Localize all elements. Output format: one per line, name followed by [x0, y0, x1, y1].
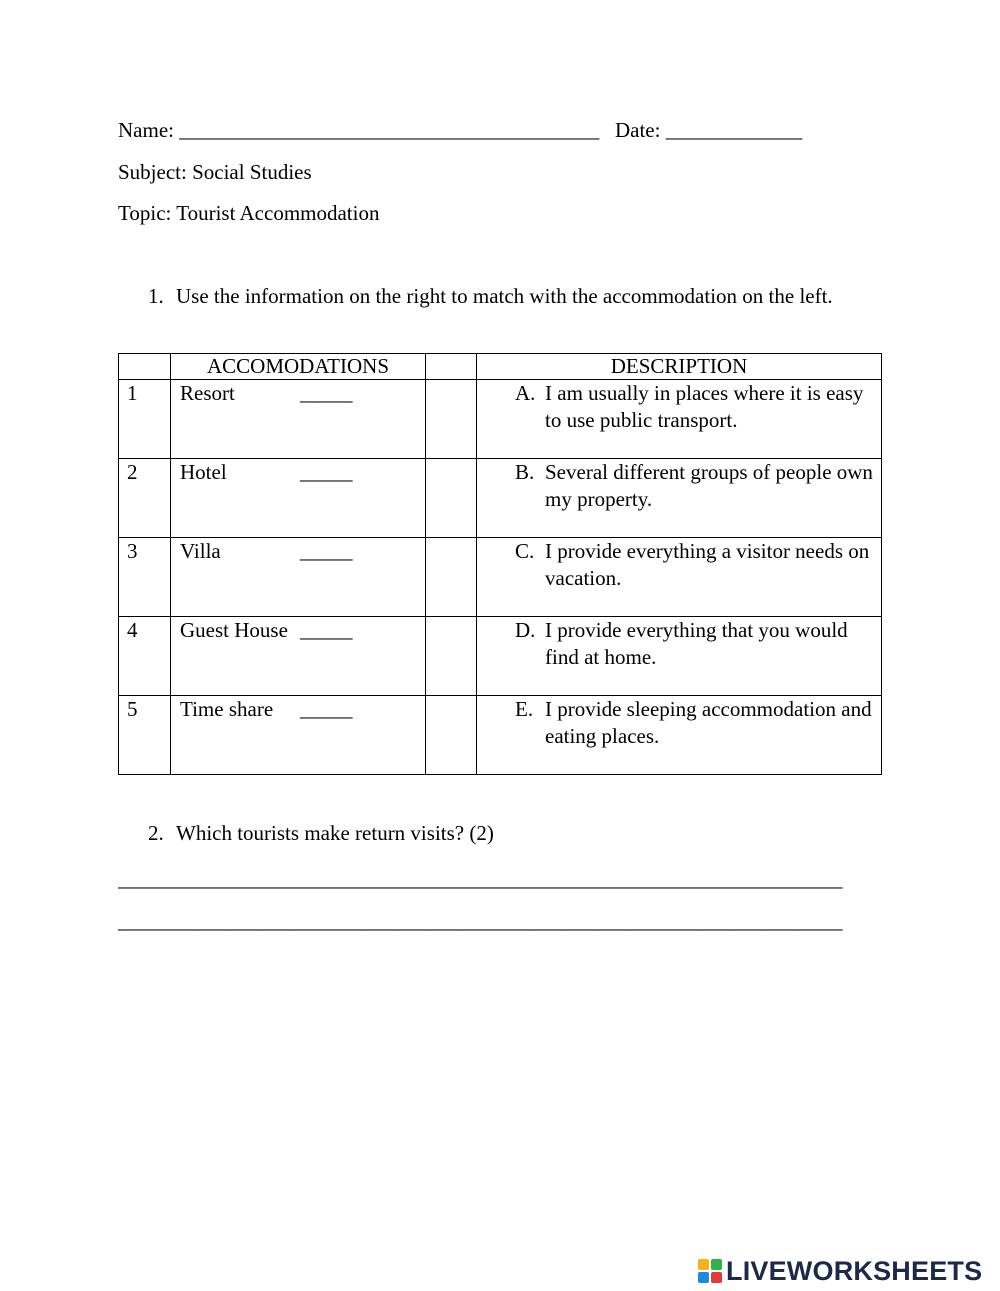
description-text: I provide sleeping accommodation and eating places.: [545, 697, 872, 748]
row-number: 4: [119, 617, 171, 696]
subject-line: Subject: Social Studies: [118, 160, 312, 184]
answer-blank[interactable]: _____: [300, 697, 353, 721]
description-letter: E.: [515, 697, 534, 721]
description-letter: B.: [515, 460, 535, 484]
description-cell: [477, 380, 882, 459]
question-1-number: 1.: [148, 284, 164, 308]
topic-line: Topic: Tourist Accommodation: [118, 201, 380, 225]
answer-line-2[interactable]: _____________________________________________________________________: [118, 909, 843, 933]
table-row: [119, 380, 882, 459]
logo-block: [711, 1259, 722, 1270]
date-label: Date:: [614, 118, 661, 142]
answer-cell[interactable]: [426, 696, 477, 775]
table-row: [119, 459, 882, 538]
header-number-cell: [119, 354, 171, 380]
accommodation-cell: [171, 380, 426, 459]
answer-cell[interactable]: [426, 538, 477, 617]
row-number: 5: [119, 696, 171, 775]
description-cell: [477, 459, 882, 538]
description-text: I provide everything that you would find at home.: [545, 618, 848, 669]
date-blank[interactable]: _____________: [665, 118, 803, 142]
liveworksheets-logo: [698, 1255, 982, 1287]
description-letter: A.: [515, 381, 536, 405]
description-letter: C.: [515, 539, 535, 563]
accommodation-cell: [171, 617, 426, 696]
row-number: 1: [119, 380, 171, 459]
table-header-row: [119, 354, 882, 380]
description-cell: [477, 696, 882, 775]
answer-cell[interactable]: [426, 459, 477, 538]
question-1: [148, 282, 878, 311]
question-2-text: Which tourists make return visits? (2): [176, 821, 494, 845]
accommodation-name: Time share: [180, 697, 274, 721]
matching-table: [118, 353, 882, 775]
answer-blank[interactable]: _____: [300, 618, 353, 642]
answer-blank[interactable]: _____: [300, 539, 353, 563]
accommodation-cell: [171, 459, 426, 538]
table-row: [119, 538, 882, 617]
name-date-line: [118, 118, 802, 143]
header-description: DESCRIPTION: [477, 354, 882, 380]
row-number: 3: [119, 538, 171, 617]
logo-block: [711, 1272, 722, 1283]
header-accommodations: ACCOMODATIONS: [171, 354, 426, 380]
answer-cell[interactable]: [426, 617, 477, 696]
row-number: 2: [119, 459, 171, 538]
accommodation-name: Hotel: [180, 460, 227, 484]
accommodation-name: Villa: [180, 539, 221, 563]
name-blank[interactable]: ________________________________________: [179, 118, 600, 142]
table-row: [119, 696, 882, 775]
logo-text: LIVEWORKSHEETS: [726, 1255, 983, 1286]
logo-blocks-icon: [698, 1259, 722, 1283]
logo-block: [698, 1259, 709, 1270]
description-cell: [477, 538, 882, 617]
description-text: I am usually in places where it is easy to use public transport.: [545, 381, 864, 432]
question-1-text: Use the information on the right to match with the accommodation on the left.: [176, 284, 833, 308]
table-row: [119, 617, 882, 696]
accommodation-name: Guest House: [180, 618, 288, 642]
accommodation-cell: [171, 696, 426, 775]
description-cell: [477, 617, 882, 696]
description-text: I provide everything a visitor needs on vacation.: [545, 539, 870, 590]
accommodation-cell: [171, 538, 426, 617]
accommodation-name: Resort: [180, 381, 235, 405]
name-label: Name:: [118, 118, 174, 142]
answer-blank[interactable]: _____: [300, 381, 353, 405]
question-2-number: 2.: [148, 821, 164, 845]
answer-cell[interactable]: [426, 380, 477, 459]
answer-blank[interactable]: _____: [300, 460, 353, 484]
description-text: Several different groups of people own my property.: [545, 460, 873, 511]
answer-line-1[interactable]: _____________________________________________________________________: [118, 867, 843, 891]
description-letter: D.: [515, 618, 536, 642]
logo-block: [698, 1272, 709, 1283]
header-answer-cell: [426, 354, 477, 380]
question-2: [148, 819, 878, 848]
